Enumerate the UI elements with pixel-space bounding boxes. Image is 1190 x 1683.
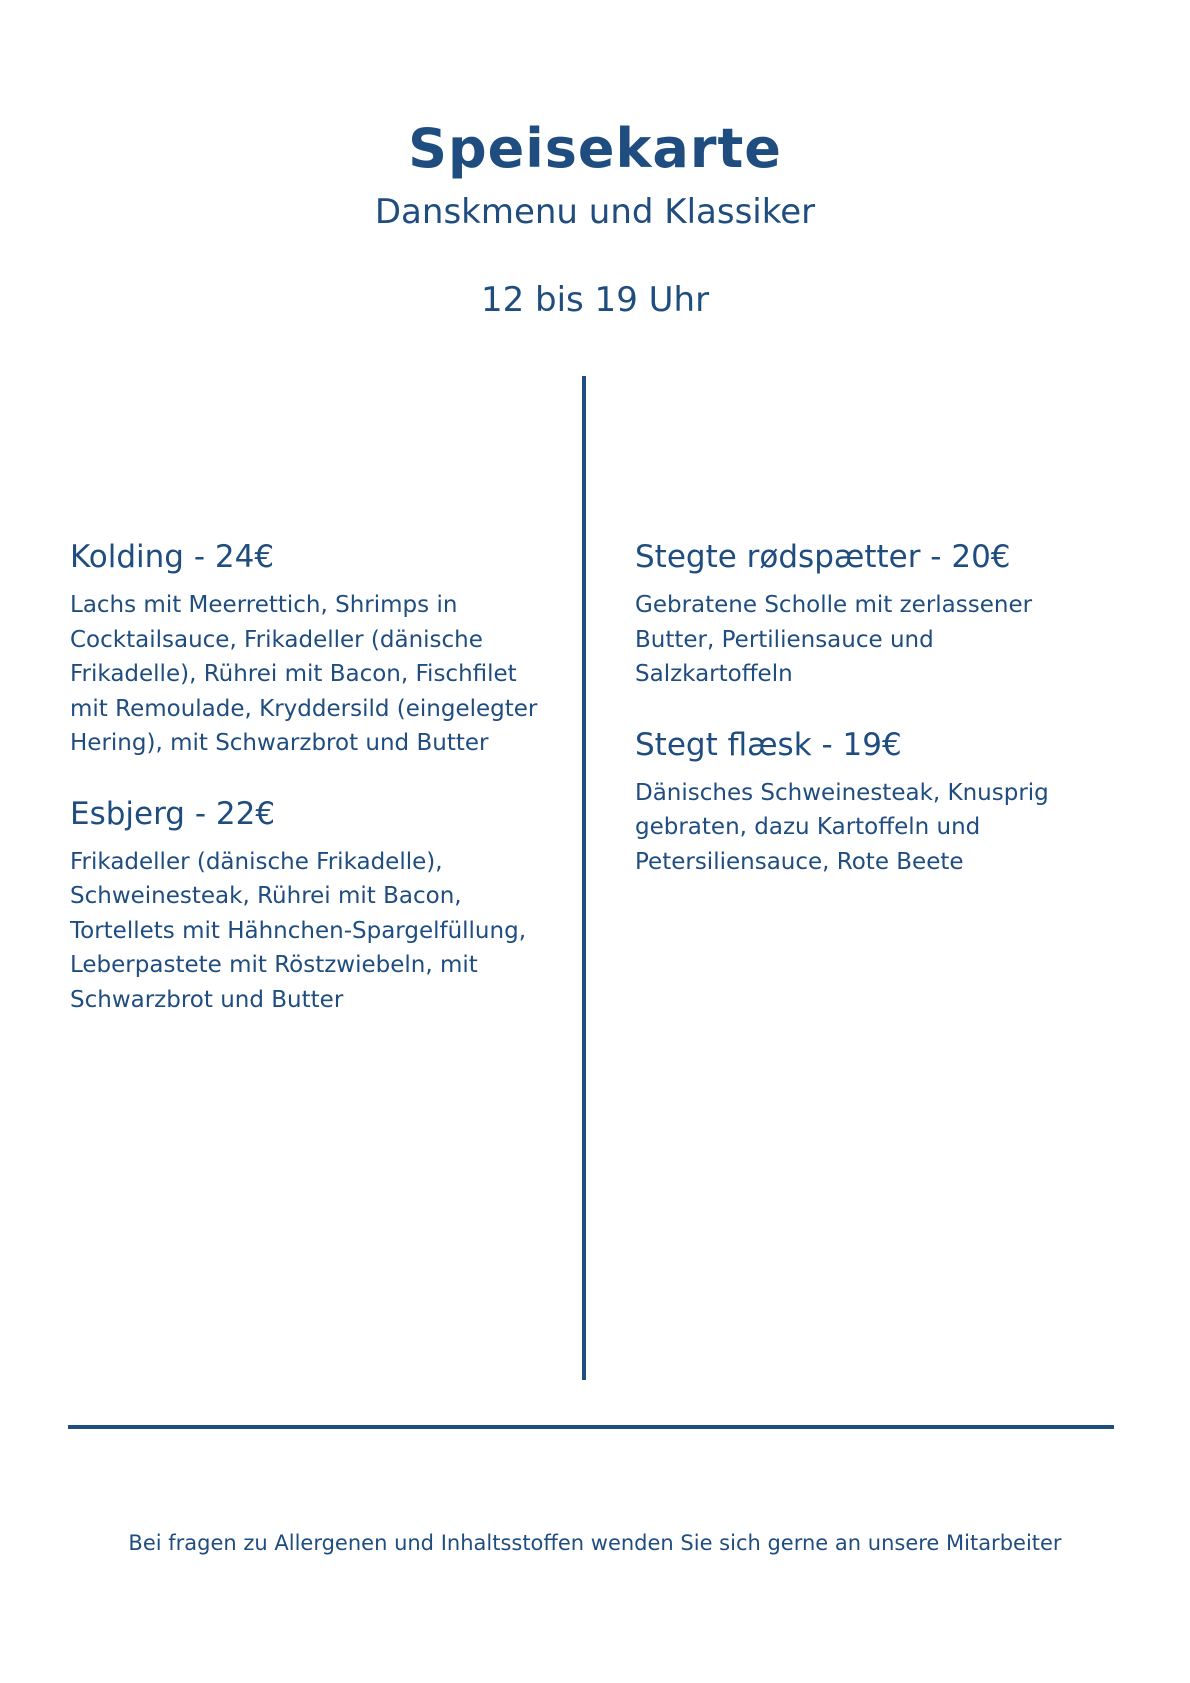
dish-description: Lachs mit Meerrettich, Shrimps in Cocktailsauce, Frikadeller (dänische Frikadelle), Rührei mit Bacon, Fischfilet mit Remoulade, Kryddersild (eingelegter Hering), mit Schwarzbrot und Butter	[70, 592, 538, 756]
opening-hours: 12 bis 19 Uhr	[480, 280, 710, 320]
dish-title: Kolding - 24€	[70, 539, 275, 575]
dish-description: Gebratene Scholle mit zerlassener Butter, Pertiliensauce und Salzkartoffeln	[635, 592, 1033, 687]
column-divider	[582, 376, 586, 1380]
dish-description: Frikadeller (dänische Frikadelle), Schweinesteak, Rührei mit Bacon, Tortellets mit Hähnchen-Spargelfüllung, Leberpastete mit Röstzwiebeln, mit Schwarzbrot und Butter	[70, 848, 527, 1013]
dish-title: Stegt flæsk - 19€	[635, 726, 902, 763]
dish-title: Esbjerg - 22€	[70, 795, 276, 832]
dish-description: Dänisches Schweinesteak, Knusprig gebraten, dazu Kartoffeln und Petersiliensauce, Rote Beete	[635, 779, 1049, 875]
menu-item-stegte-rodspaetter	[635, 536, 1135, 692]
menu-column-right	[635, 536, 1135, 911]
footer-divider	[68, 1425, 1114, 1429]
dish-title: Stegte rødspætter - 20€	[635, 539, 1011, 575]
allergen-note: Bei fragen zu Allergenen und Inhaltsstoffen wenden Sie sich gerne an unsere Mitarbeiter	[128, 1531, 1062, 1555]
menu-item-kolding	[70, 536, 570, 761]
menu-item-stegt-flaesk	[635, 724, 1135, 880]
page-title: Speisekarte	[408, 117, 782, 181]
menu-subtitle: Danskmenu und Klassiker	[374, 192, 816, 232]
menu-column-left	[70, 536, 570, 1049]
menu-item-esbjerg	[70, 793, 570, 1018]
